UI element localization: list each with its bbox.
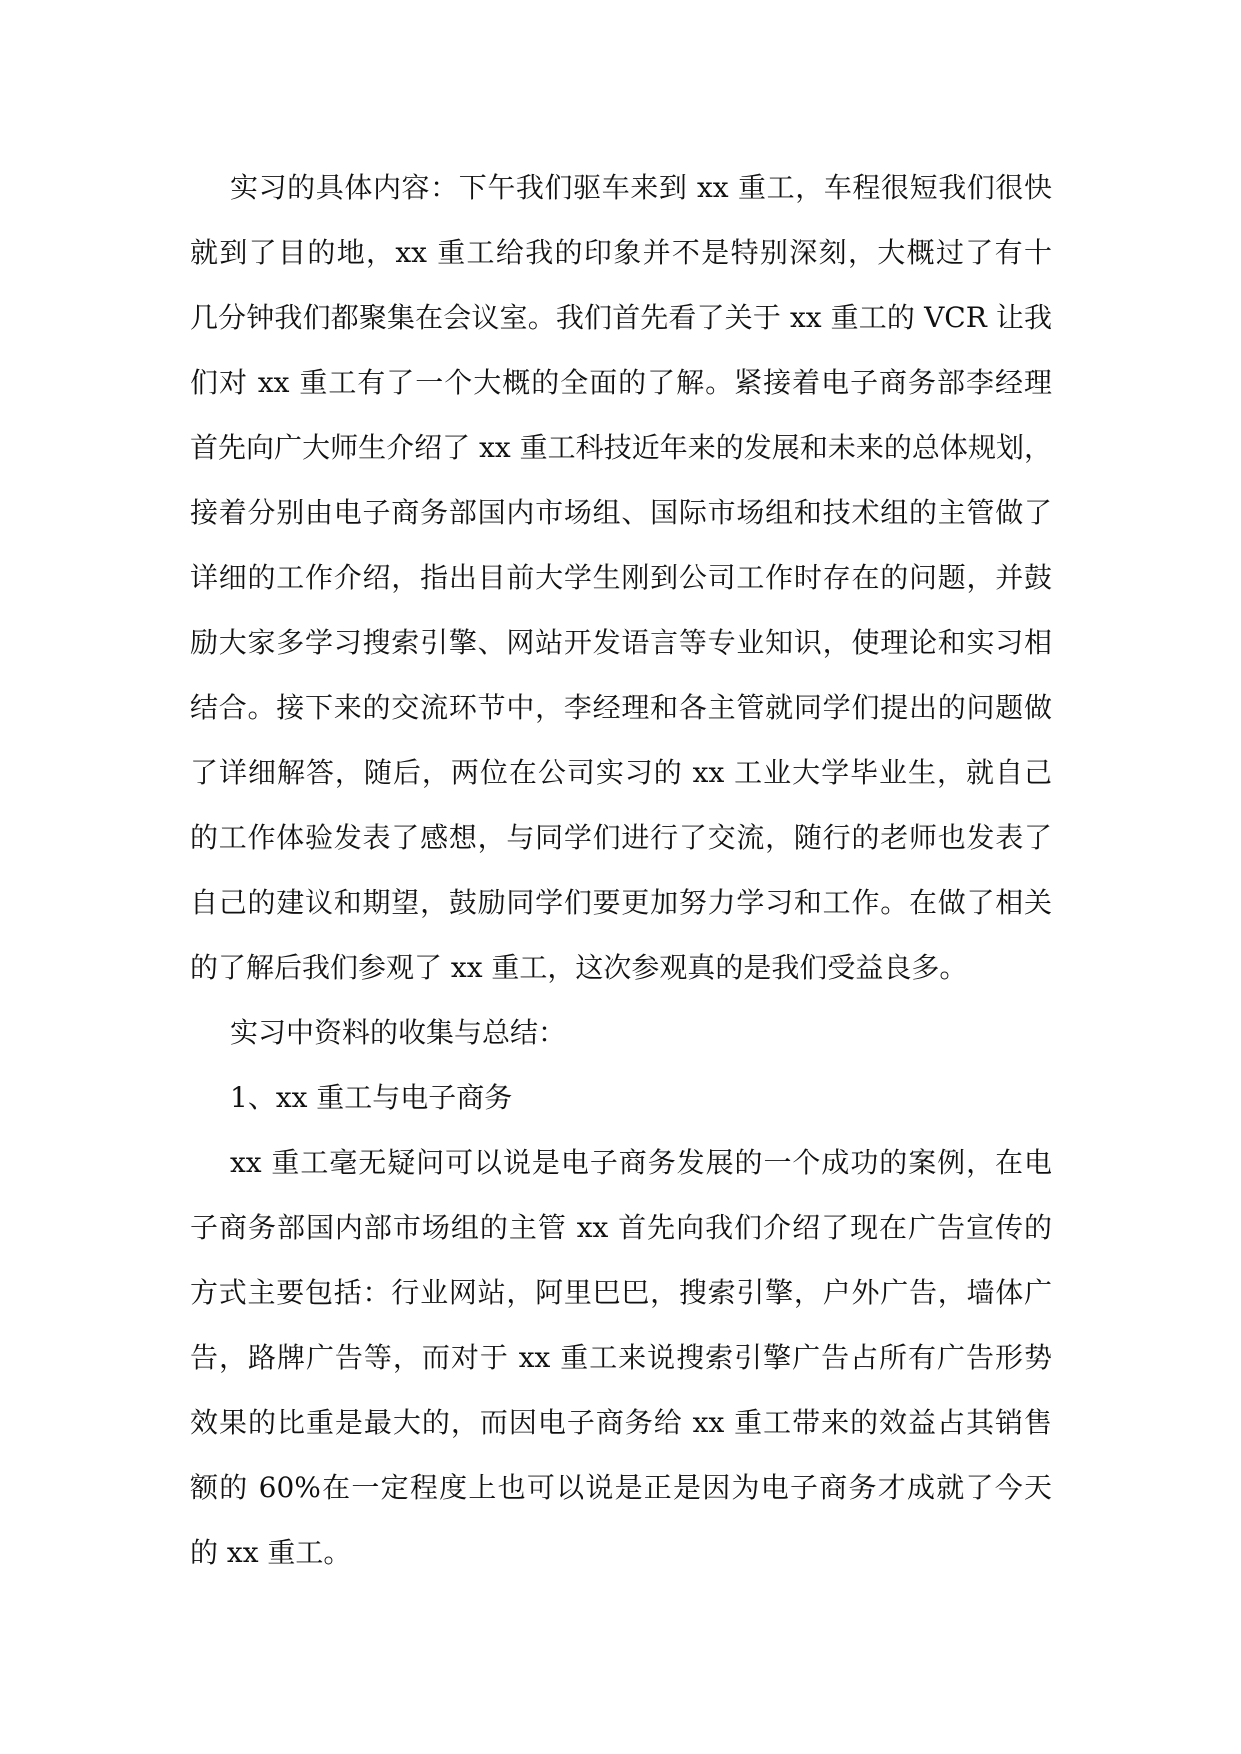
paragraph-line: 的 xx 重工。 xyxy=(190,1536,352,1569)
paragraph-line: 详细的工作介绍，指出目前大学生刚到公司工作时存在的问题，并鼓 xyxy=(190,561,1052,594)
paragraph-line: 结合。接下来的交流环节中，李经理和各主管就同学们提出的问题做 xyxy=(190,691,1052,724)
section-heading: 实习中资料的收集与总结： xyxy=(230,1016,567,1049)
paragraph-line: 效果的比重是最大的，而因电子商务给 xx 重工带来的效益占其销售 xyxy=(190,1406,1052,1439)
paragraph-line: 的了解后我们参观了 xx 重工，这次参观真的是我们受益良多。 xyxy=(190,951,968,984)
paragraph-line: 们对 xx 重工有了一个大概的全面的了解。紧接着电子商务部李经理 xyxy=(190,366,1052,399)
paragraph-line: 自己的建议和期望，鼓励同学们要更加努力学习和工作。在做了相关 xyxy=(190,886,1052,919)
paragraph-line: 接着分别由电子商务部国内市场组、国际市场组和技术组的主管做了 xyxy=(190,496,1052,529)
document-body xyxy=(190,155,1052,1585)
paragraph-line: 子商务部国内部市场组的主管 xx 首先向我们介绍了现在广告宣传的 xyxy=(190,1211,1052,1244)
paragraph-line: 告，路牌广告等，而对于 xx 重工来说搜索引擎广告占所有广告形势 xyxy=(190,1341,1052,1374)
paragraph-line: 方式主要包括：行业网站，阿里巴巴，搜索引擎，户外广告，墙体广 xyxy=(190,1276,1052,1309)
paragraph-line: 就到了目的地，xx 重工给我的印象并不是特别深刻，大概过了有十 xyxy=(190,236,1052,269)
paragraph-line: 励大家多学习搜索引擎、网站开发语言等专业知识，使理论和实习相 xyxy=(190,626,1052,659)
paragraph-line: 了详细解答，随后，两位在公司实习的 xx 工业大学毕业生，就自己 xyxy=(190,756,1052,789)
subsection-heading: 1、xx 重工与电子商务 xyxy=(230,1081,513,1114)
paragraph-line: xx 重工毫无疑问可以说是电子商务发展的一个成功的案例，在电 xyxy=(230,1146,1052,1179)
paragraph-line: 几分钟我们都聚集在会议室。我们首先看了关于 xx 重工的 VCR 让我 xyxy=(190,301,1052,334)
paragraph-line: 的工作体验发表了感想，与同学们进行了交流，随行的老师也发表了 xyxy=(190,821,1052,854)
paragraph-line: 实习的具体内容：下午我们驱车来到 xx 重工，车程很短我们很快 xyxy=(230,171,1052,204)
paragraph-line: 额的 60%在一定程度上也可以说是正是因为电子商务才成就了今天 xyxy=(190,1471,1052,1504)
paragraph-line: 首先向广大师生介绍了 xx 重工科技近年来的发展和未来的总体规划， xyxy=(190,431,1052,464)
